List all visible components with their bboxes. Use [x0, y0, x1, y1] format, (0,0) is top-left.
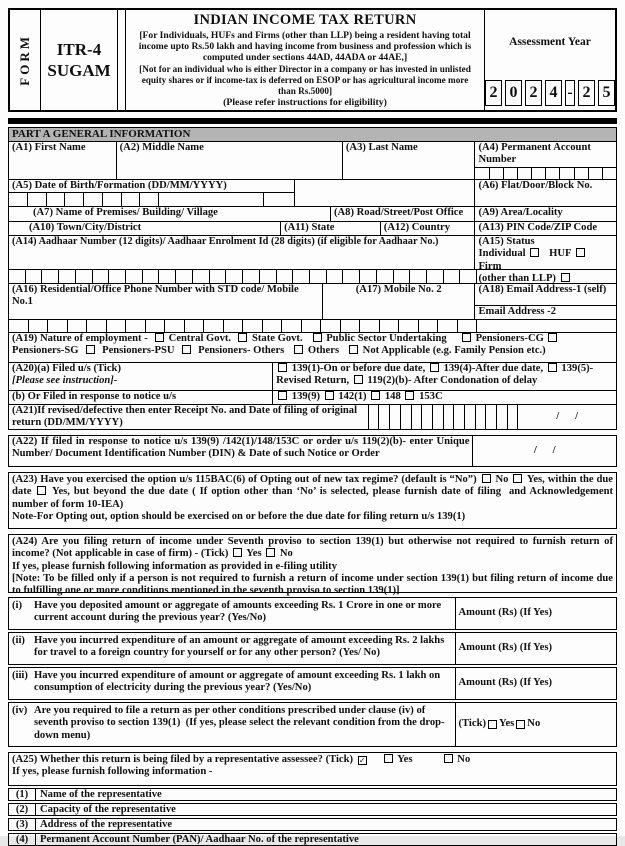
digit-cell[interactable]	[165, 320, 185, 332]
assessment-year-digit[interactable]: 5	[598, 80, 615, 106]
digit-cell[interactable]	[126, 320, 146, 332]
question-row-i	[8, 597, 617, 630]
form-desc-3: (Please refer instructions for eligibility)	[223, 97, 387, 109]
row-phone-cells	[9, 319, 616, 332]
digit-cell[interactable]	[159, 270, 176, 283]
field-a18-email	[474, 284, 616, 319]
question-ii-num: (ii)	[12, 635, 25, 646]
question-i-amount-label[interactable]: Amount (Rs) (If Yes)	[455, 598, 616, 629]
digit-cell[interactable]	[103, 193, 122, 207]
dob-wide-cell[interactable]	[159, 193, 264, 207]
question-row-iv	[8, 702, 617, 747]
digit-cell[interactable]	[28, 193, 47, 207]
a24-line2: If yes, please furnish following information as provided in e-filing utility	[12, 560, 337, 572]
digit-cell[interactable]	[394, 270, 411, 283]
dob-cells-group	[9, 193, 159, 207]
field-a3-last-name[interactable]: (A3) Last Name	[342, 142, 475, 179]
digit-cell[interactable]	[65, 193, 84, 207]
checkbox-icon[interactable]	[349, 345, 358, 354]
aadhaar-digit-cells	[9, 270, 476, 283]
a18-email2-label[interactable]: Email Address -2	[475, 305, 616, 318]
digit-cell[interactable]	[226, 270, 243, 283]
checkbox-checked-icon[interactable]: ✓	[358, 756, 366, 765]
row-a22-din	[8, 435, 617, 467]
digit-cell[interactable]	[143, 270, 160, 283]
a23-note: Note-For Opting out, option should be exercised on or before the due date for filing return u/s 139(1)	[12, 510, 466, 522]
digit-cell[interactable]	[380, 320, 400, 332]
a18-email1-label[interactable]: (A18) Email Address-1 (self)	[478, 284, 607, 295]
digit-cell[interactable]	[444, 270, 461, 283]
a15-status-options-line1: Individual HUF Firm	[478, 248, 593, 272]
row-a21-receipt	[9, 404, 616, 429]
assessment-year-digits	[485, 74, 615, 110]
checkbox-icon[interactable]	[576, 248, 585, 257]
a5-dob-label: (A5) Date of Birth/Formation (DD/MM/YYYY)	[9, 180, 295, 193]
checkbox-icon[interactable]	[482, 474, 491, 483]
question-iii-text: Have you incurred expenditure of amount or aggregate of amount exceeding Rs. 1 lakh on consumption of electricity during the previous year? (Yes/No)	[34, 670, 441, 694]
field-a16-phone[interactable]: (A16) Residential/Office Phone Number with STD code/ Mobile No.1	[12, 284, 299, 308]
checkbox-icon[interactable]	[155, 333, 164, 342]
question-row-iii	[8, 667, 617, 700]
part-a-table	[8, 127, 617, 430]
black-divider	[8, 118, 617, 124]
form-header	[8, 8, 617, 112]
a22-label: (A22) If filed in response to notice u/s 139(9) /142(1)/148/153C or order u/s 119(2)(b)- enter Unique Number/ Document Identification Number (DIN) & Date of such Notice or Order	[12, 436, 470, 460]
digit-cell[interactable]	[193, 270, 210, 283]
a21-label: (A21)If revised/defective then enter Receipt No. and Date of filing of original return (DD/MM/YYYY)	[12, 405, 358, 429]
block-a25	[8, 752, 617, 786]
field-a8-road-street[interactable]: (A8) Road/Street/Post Office	[330, 207, 475, 221]
checkbox-icon[interactable]	[444, 754, 453, 763]
digit-cell[interactable]	[282, 320, 302, 332]
form-desc-1: [For Individuals, HUFs and Firms (other than LLP) being a resident having total income upto Rs.50 lakh and having income from business and profession which is computed under sections 44AD, 44ADA or 44AE,]	[138, 29, 472, 64]
rep-row-2-label[interactable]: Capacity of the representative	[40, 804, 176, 815]
digit-cell[interactable]	[390, 405, 401, 429]
header-divider	[118, 10, 126, 110]
a20b-label: (b) Or Filed in response to notice u/s	[12, 391, 177, 402]
digit-cell[interactable]	[310, 270, 327, 283]
checkbox-icon[interactable]	[462, 333, 471, 342]
checkbox-icon[interactable]	[384, 754, 393, 763]
digit-cell[interactable]	[497, 405, 508, 429]
digit-cell[interactable]	[126, 270, 143, 283]
digit-cell[interactable]	[412, 405, 423, 429]
digit-cell[interactable]	[427, 270, 444, 283]
field-a11-state[interactable]: (A11) State	[280, 222, 380, 235]
digit-cell[interactable]	[486, 405, 497, 429]
checkbox-icon[interactable]	[313, 333, 322, 342]
digit-cell[interactable]	[490, 168, 504, 179]
rep-row-2-num: (2)	[9, 804, 36, 815]
block-a23	[8, 472, 617, 529]
a22-date-cell[interactable]: / /	[472, 436, 616, 466]
digit-cell[interactable]	[293, 270, 310, 283]
assessment-year-dash: -	[565, 80, 575, 106]
a24-cell[interactable]	[9, 535, 616, 597]
digit-cell[interactable]	[47, 193, 66, 207]
digit-cell[interactable]	[589, 168, 603, 179]
a24-note: [Note: To be filled only if a person is not required to furnish a return of income under section 139(1) but filing return of income due to fulfilling one or more conditions mentioned in the seventh proviso to section 139(1)]	[12, 572, 613, 597]
field-a7-premises[interactable]: (A7) Name of Premises/ Building/ Village	[33, 207, 218, 218]
checkbox-icon[interactable]	[325, 391, 334, 400]
field-a13-pin-code[interactable]: (A13) PIN Code/ZIP Code	[474, 222, 616, 235]
row-names	[9, 141, 616, 179]
a21-date-cell[interactable]: / /	[517, 405, 616, 429]
field-a15-status	[474, 236, 616, 284]
digit-cell[interactable]	[29, 320, 49, 332]
digit-cell[interactable]	[277, 270, 294, 283]
digit-cell[interactable]	[532, 168, 546, 179]
digit-cell[interactable]	[419, 320, 439, 332]
checkbox-icon[interactable]	[371, 391, 380, 400]
aadhaar-row-empty-cell	[476, 270, 616, 283]
a15-status-label: (A15) Status	[478, 236, 535, 247]
checkbox-icon[interactable]	[278, 363, 287, 372]
checkbox-icon[interactable]	[37, 486, 46, 495]
dob-digit-cells	[9, 193, 295, 207]
digit-cell[interactable]	[504, 168, 518, 179]
digit-cell[interactable]	[401, 405, 412, 429]
question-iii-amount-label[interactable]: Amount (Rs) (If Yes)	[455, 668, 616, 699]
digit-cell[interactable]	[176, 270, 193, 283]
assessment-year-digit[interactable]: 2	[485, 80, 502, 106]
digit-cell[interactable]	[360, 320, 380, 332]
question-i-text: Have you deposited amount or aggregate of amounts exceeding Rs. 1 Crore in one or more current account during the previous year? (Yes/No)	[34, 600, 442, 624]
digit-cell[interactable]	[575, 168, 589, 179]
a15-status-options-line2: (other than LLP)	[478, 273, 613, 285]
field-a19-nature-of-employment[interactable]: (A19) Nature of employment - Central Govt. State Govt. Public Sector Undertaking Pensioners-CG Pensioners-SG Pensioners-PSU Pensioners- Others Others Not Applicable (e.g. Family Pension etc.)	[9, 333, 616, 362]
rep-row-3-label[interactable]: Address of the representative	[40, 819, 173, 830]
question-row-ii	[8, 632, 617, 665]
digit-cell[interactable]	[379, 405, 390, 429]
rep-row-4-label[interactable]: Permanent Account Number (PAN)/ Aadhaar No. of the representative	[40, 834, 359, 845]
digit-cell[interactable]	[59, 270, 76, 283]
phone-digit-cells	[9, 320, 476, 332]
field-a4-pan	[474, 142, 616, 179]
question-i-cell[interactable]	[9, 598, 455, 629]
checkbox-icon[interactable]	[405, 391, 414, 400]
row-a20a-filed-us	[9, 362, 616, 390]
checkbox-icon[interactable]	[266, 548, 275, 557]
digit-cell[interactable]	[109, 270, 126, 283]
rep-row-2	[8, 803, 617, 816]
question-ii-text: Have you incurred expenditure of an amount or aggregate of amount exceeding Rs. 2 lakhs for travel to a foreign country for yourself or for any other person? (Yes/ No)	[34, 635, 445, 659]
rep-row-1-num: (1)	[9, 789, 36, 800]
a20a-note: [Please see instruction]-	[12, 375, 118, 387]
row-aadhaar	[9, 235, 616, 284]
digit-cell[interactable]	[76, 270, 93, 283]
a24-question: (A24) Are you filing return of income under Seventh proviso to section 139(1) but otherwise not required to furnish return of income? (Not applicable in case of firm) - (Tick) Yes No	[12, 536, 613, 560]
rep-row-3	[8, 818, 617, 831]
digit-cell[interactable]	[460, 270, 476, 283]
checkbox-icon[interactable]	[548, 333, 557, 342]
digit-cell[interactable]	[321, 320, 341, 332]
digit-cell[interactable]	[369, 405, 380, 429]
digit-cell[interactable]	[210, 270, 227, 283]
a25-question: (A25) Whether this return is being filed by a representative assessee? (Tick) ✓ Yes No	[12, 754, 471, 765]
row-aadhaar-cells	[9, 269, 616, 283]
digit-cell[interactable]	[475, 168, 489, 179]
digit-cell[interactable]	[84, 193, 103, 207]
block-a24	[8, 534, 617, 597]
form-label-box	[10, 10, 41, 110]
form-code-box	[41, 10, 118, 110]
rep-row-1	[8, 788, 617, 801]
a20a-options[interactable]: 139(1)-On or before due date, 139(4)-After due date, 139(5)-Revised Return, 119(2)(b)- After Condonation of delay	[272, 363, 616, 390]
digit-cell[interactable]	[260, 270, 277, 283]
digit-cell[interactable]	[93, 270, 110, 283]
digit-cell[interactable]	[433, 405, 444, 429]
field-a9-area-locality[interactable]: (A9) Area/Locality	[474, 207, 616, 221]
rep-row-4-num: (4)	[9, 834, 36, 845]
dob-small-cell[interactable]	[264, 193, 294, 207]
digit-cell[interactable]	[377, 270, 394, 283]
checkbox-icon[interactable]	[278, 391, 287, 400]
checkbox-icon[interactable]	[182, 345, 191, 354]
form-code-line1: ITR-4	[56, 39, 102, 59]
field-a14-aadhaar[interactable]: (A14) Aadhaar Number (12 digits)/ Aadhaar Enrolment Id (28 digits) (if eligible for Aadhaar No.)	[12, 236, 439, 247]
form-title: INDIAN INCOME TAX RETURN	[193, 12, 417, 28]
checkbox-icon[interactable]	[354, 375, 363, 384]
checkbox-icon[interactable]	[238, 333, 247, 342]
digit-cell[interactable]	[399, 320, 419, 332]
digit-cell[interactable]	[422, 405, 433, 429]
digit-cell[interactable]	[263, 320, 283, 332]
form-desc-2: [Not for an individual who is either Director in a company or has invested in unlisted equity shares or if income-tax is deferred on ESOP or has agricultural income more than Rs.5000]	[139, 64, 471, 96]
assessment-year-digit[interactable]: 4	[545, 80, 562, 106]
digit-cell[interactable]	[360, 270, 377, 283]
digit-cell[interactable]	[140, 193, 158, 207]
assessment-year-digit[interactable]: 2	[578, 80, 595, 106]
row-town	[9, 221, 616, 235]
digit-cell[interactable]	[343, 270, 360, 283]
a25-line2: If yes, please furnish following information -	[12, 766, 213, 778]
digit-cell[interactable]	[341, 320, 361, 332]
rep-row-1-label[interactable]: Name of the representative	[40, 789, 162, 800]
digit-cell[interactable]	[42, 270, 59, 283]
assessment-year-box	[485, 10, 615, 110]
question-iv-text: Are you required to file a return as per other conditions prescribed under clause (iv) of seventh proviso to section 139(1) (If yes, please select the relevant condition from the drop-down menu)	[34, 705, 445, 741]
rep-row-3-num: (3)	[9, 819, 36, 830]
checkbox-icon[interactable]	[233, 548, 242, 557]
digit-cell[interactable]	[458, 320, 477, 332]
question-iv-num: (iv)	[12, 705, 28, 716]
field-a12-country[interactable]: (A12) Country	[380, 222, 475, 235]
digit-cell[interactable]	[224, 320, 244, 332]
digit-cell[interactable]	[9, 270, 26, 283]
a25-cell[interactable]	[9, 753, 616, 785]
digit-cell[interactable]	[48, 320, 68, 332]
field-a17-mobile2[interactable]: (A17) Mobile No. 2	[322, 284, 475, 319]
checkbox-icon[interactable]	[516, 720, 525, 729]
row-premises	[9, 206, 616, 221]
digit-cell[interactable]	[9, 320, 29, 332]
question-iv-tick-cell[interactable]: (Tick) Yes No	[455, 703, 616, 746]
digit-cell[interactable]	[454, 405, 465, 429]
digit-cell[interactable]	[603, 168, 616, 179]
digit-cell[interactable]	[243, 270, 260, 283]
checkbox-icon[interactable]	[488, 720, 497, 729]
a20a-label: (A20)(a) Filed u/s (Tick)	[12, 363, 121, 374]
checkbox-icon[interactable]	[530, 248, 539, 257]
digit-cell[interactable]	[546, 168, 560, 179]
digit-cell[interactable]	[476, 405, 487, 429]
field-a1-first-name[interactable]: (A1) First Name	[12, 142, 86, 153]
digit-cell[interactable]	[9, 193, 28, 207]
row-a19-employment	[9, 332, 616, 362]
digit-cell[interactable]	[26, 270, 43, 283]
a23-cell[interactable]	[9, 473, 616, 528]
digit-cell[interactable]	[185, 320, 205, 332]
a23-question: (A23) Have you exercised the option u/s 115BAC(6) of Opting out of new tax regime? (default is “No”) No Yes, within the due date Yes, but beyond the due date ( If option other than ‘No’ is selected, please furnish date of filing and Acknowledgement number of form 10-IEA)	[12, 474, 613, 510]
form-label: FORM	[17, 34, 33, 86]
field-a5-dob	[9, 180, 474, 206]
digit-cell[interactable]	[410, 270, 427, 283]
row-dob	[9, 179, 616, 206]
digit-cell[interactable]	[327, 270, 344, 283]
digit-cell[interactable]	[465, 405, 476, 429]
field-a6-flat-door-block[interactable]: (A6) Flat/Door/Block No.	[474, 180, 616, 206]
pan-digit-cells	[475, 167, 616, 179]
rep-row-4	[8, 833, 617, 846]
row-phone-email	[9, 283, 616, 319]
digit-cell[interactable]	[518, 168, 532, 179]
question-iii-num: (iii)	[12, 670, 28, 681]
digit-cell[interactable]	[146, 320, 166, 332]
checkbox-icon[interactable]	[294, 345, 303, 354]
digit-cell[interactable]	[204, 320, 224, 332]
question-iii-cell[interactable]	[9, 668, 455, 699]
question-ii-amount-label[interactable]: Amount (Rs) (If Yes)	[455, 633, 616, 664]
assessment-year-digit[interactable]: 0	[505, 80, 522, 106]
field-a10-town-city[interactable]: (A10) Town/City/District	[29, 222, 142, 233]
form-title-box	[126, 10, 485, 110]
digit-cell[interactable]	[122, 193, 141, 207]
question-i-num: (i)	[12, 600, 22, 611]
assessment-year-label: Assessment Year	[509, 36, 591, 48]
a4-pan-label: (A4) Permanent Account Number	[478, 142, 591, 166]
question-iv-cell[interactable]	[9, 703, 455, 746]
digit-cell[interactable]	[438, 320, 458, 332]
assessment-year-digit[interactable]: 2	[525, 80, 542, 106]
a20b-options[interactable]: 139(9) 142(1) 148 153C	[272, 391, 616, 404]
digit-cell[interactable]	[560, 168, 574, 179]
a20a-label-cell	[9, 363, 272, 390]
digit-cell[interactable]	[302, 320, 322, 332]
checkbox-icon[interactable]	[513, 474, 522, 483]
receipt-digit-cells	[368, 405, 518, 429]
digit-cell[interactable]	[508, 405, 518, 429]
digit-cell[interactable]	[444, 405, 455, 429]
checkbox-icon[interactable]	[430, 363, 439, 372]
checkbox-icon[interactable]	[548, 363, 557, 372]
form-code-line2: SUGAM	[47, 61, 111, 80]
digit-cell[interactable]	[243, 320, 263, 332]
part-a-header-bar: PART A GENERAL INFORMATION	[9, 128, 616, 141]
digit-cell[interactable]	[87, 320, 107, 332]
field-a2-middle-name[interactable]: (A2) Middle Name	[116, 142, 342, 179]
phone-row-empty-cell	[476, 320, 616, 332]
digit-cell[interactable]	[68, 320, 88, 332]
question-ii-cell[interactable]	[9, 633, 455, 664]
digit-cell[interactable]	[107, 320, 127, 332]
row-a20b-notice	[9, 390, 616, 404]
checkbox-icon[interactable]	[86, 345, 95, 354]
